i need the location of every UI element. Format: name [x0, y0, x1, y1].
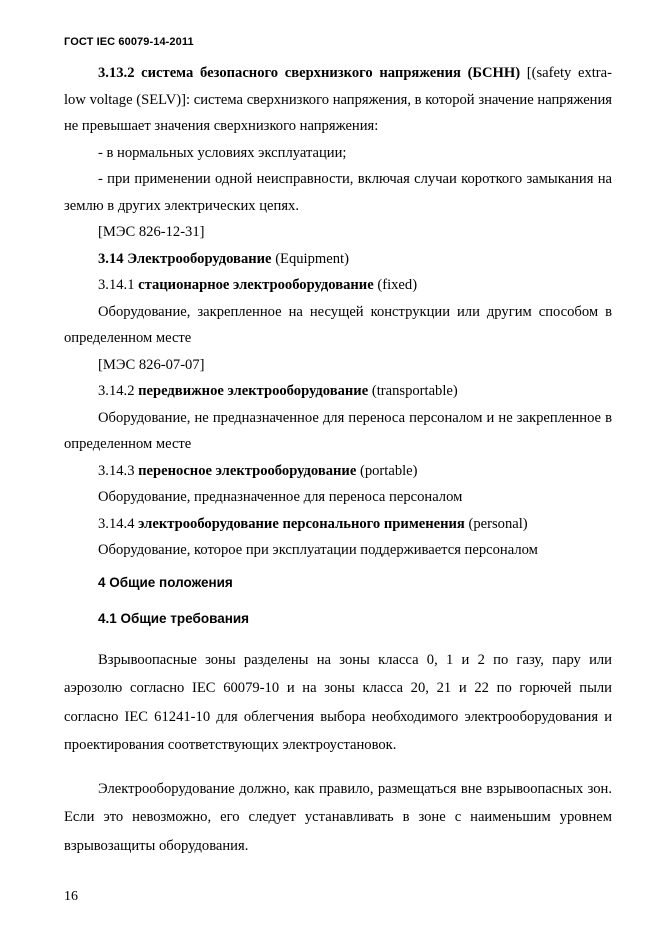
selv-item-normal: - в нормальных условиях эксплуатации;: [98, 144, 347, 161]
placement-paragraph: Электрооборудование должно, как правило, размещаться вне взрывоопасных зон. Если это невозможно, его следует устанавливать в зоне с наименьшим уровнем взрывозащиты оборудования.: [64, 780, 612, 854]
fixed-heading: [64, 272, 612, 299]
fixed-number: 3.14.1: [98, 277, 135, 293]
fixed-definition: Оборудование, закрепленное на несущей конструкции или другим способом в определенном месте: [64, 303, 612, 346]
portable-term: переносное электрооборудование: [138, 462, 357, 479]
transportable-definition: Оборудование, не предназначенное для переноса персоналом и не закрепленное в определенном месте: [64, 409, 612, 452]
selv-definition-text: система сверхнизкого напряжения, в которой значение напряжения не превышает значения сверхнизкого напряжения:: [64, 91, 613, 134]
selv-reference: [МЭС 826-12-31]: [98, 224, 205, 240]
document-code: ГОСТ IEC 60079-14-2011: [64, 36, 194, 48]
section-title: 4 Общие положения: [98, 574, 233, 590]
selv-item-fault: - при применении одной неисправности, включая случаи короткого замыкания на землю в других электрических цепях.: [64, 171, 612, 214]
page-number: 16: [64, 889, 78, 904]
portable-heading: [64, 458, 612, 485]
subsection-title: 4.1 Общие требования: [98, 611, 250, 626]
transportable-heading: [64, 378, 612, 405]
portable-number: 3.14.3: [98, 462, 135, 479]
personal-number: 3.14.4: [98, 515, 135, 532]
selv-definition: [64, 60, 612, 140]
fixed-english: (fixed): [377, 277, 418, 293]
portable-definition: Оборудование, предназначенное для переноса персоналом: [98, 489, 463, 505]
transportable-term: передвижное электрооборудование: [138, 383, 369, 399]
transportable-number: 3.14.2: [98, 383, 135, 399]
fixed-reference: [МЭС 826-07-07]: [98, 356, 205, 373]
equipment-number: 3.14: [98, 250, 124, 267]
personal-term: электрооборудование персонального применения: [138, 515, 465, 532]
equipment-term: Электрооборудование: [127, 250, 272, 267]
personal-english: (personal): [468, 515, 528, 532]
equipment-english: (Equipment): [275, 250, 349, 267]
personal-definition: Оборудование, которое при эксплуатации поддерживается персоналом: [98, 542, 538, 558]
selv-term: система безопасного сверхнизкого напряжения (БСНН): [141, 65, 521, 81]
portable-english: (portable): [359, 462, 418, 479]
selv-english: [(safety extra-low voltage (SELV)]:: [64, 65, 613, 108]
selv-term-number: 3.13.2: [98, 65, 135, 81]
document-body: [64, 60, 612, 860]
equipment-heading: [64, 246, 612, 273]
personal-heading: [64, 511, 612, 538]
zones-paragraph: Взрывоопасные зоны разделены на зоны класса 0, 1 и 2 по газу, пару или аэрозолю согласно IEC 60079-10 и на зоны класса 20, 21 и 22 по горючей пыли согласно IEC 61241-10 для облегчения выбора необходимого электрооборудования и проектирования соответствующих электроустановок.: [64, 651, 612, 753]
fixed-term: стационарное электрооборудование: [138, 277, 374, 293]
transportable-english: (transportable): [371, 383, 458, 399]
